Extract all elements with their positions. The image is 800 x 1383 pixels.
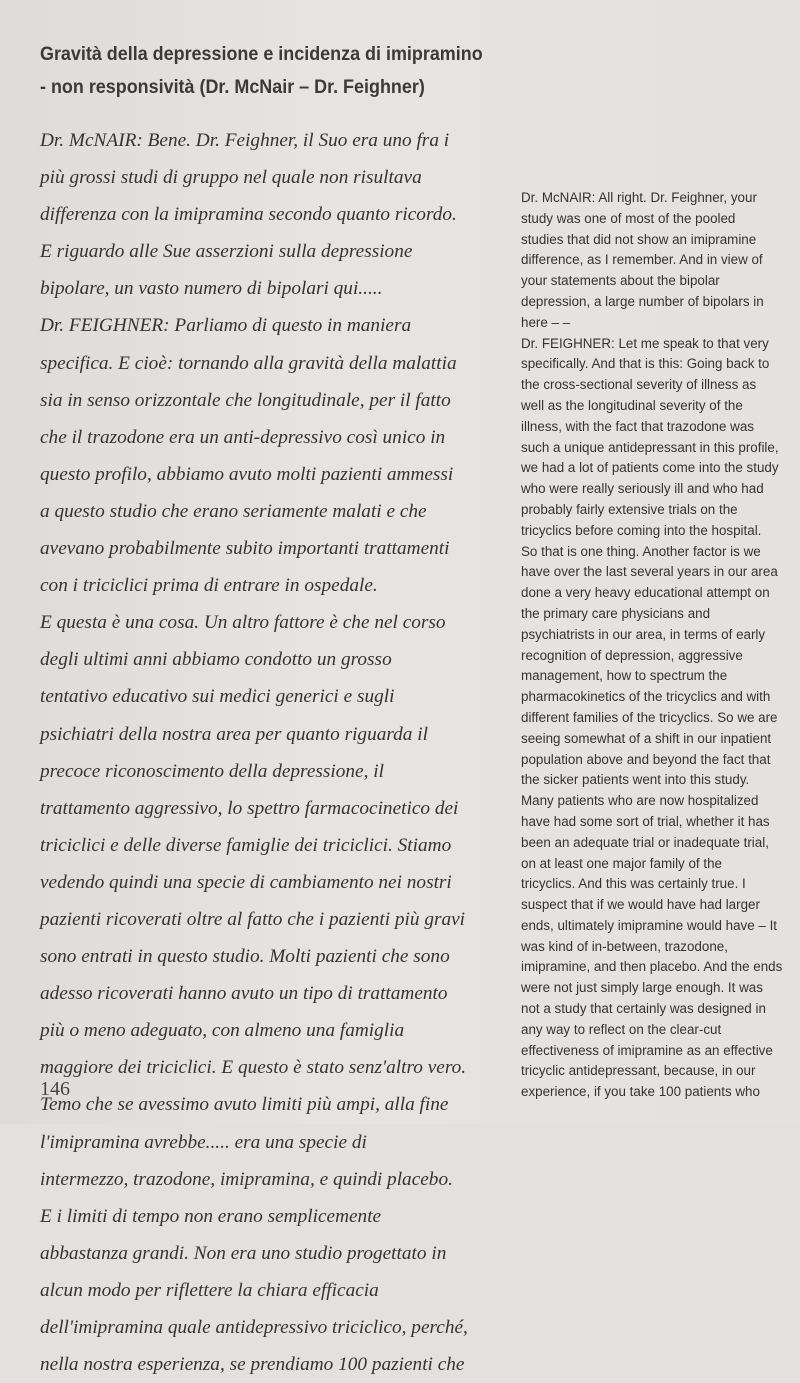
page-number: 146 [40,1078,70,1100]
english-text-line: who were really seriously ill and who had [521,481,764,497]
english-text-line: pharmacokinetics of the tricyclics and with [521,689,771,705]
italian-text-line: più o meno adeguato, con almeno una famiglia [40,1020,405,1042]
italian-text-line: tentativo educativo sui medici generici e sugli [40,686,395,708]
english-text-line: any way to reflect on the clear-cut [521,1021,722,1037]
italian-text-line: l'imipramina avrebbe..... era una specie di [40,1131,367,1153]
italian-text-line: con i triciclici prima di entrare in ospedale. [40,575,378,597]
english-text-line: population above and beyond the fact that [521,751,771,767]
english-text-line: been an adequate trial or inadequate trial, [521,834,769,850]
english-text-line: such a unique antidepressant in this profile, [521,439,779,455]
italian-text-line: intermezzo, trazodone, imipramina, e quindi placebo. [40,1168,453,1190]
italian-text-line: nella nostra esperienza, se prendiamo 100 pazienti che [40,1354,465,1376]
italian-text-line: triciclici e delle diverse famiglie dei triciclici. Stiamo [40,834,452,856]
italian-text-line: questo profilo, abbiamo avuto molti pazienti ammessi [40,463,454,485]
italian-text-line: precoce riconoscimento della depressione, il [40,760,384,782]
italian-text-line: dell'imipramina quale antidepressivo triciclico, perché, [40,1317,468,1338]
italian-text-line: Dr. McNAIR: Bene. Dr. Feighner, il Suo era uno fra i [40,130,450,151]
english-text-line: studies that did not show an imipramine [521,231,757,247]
english-text-line: Many patients who are now hospitalized [521,793,759,809]
italian-text-line: adesso ricoverati hanno avuto un tipo di trattamento [40,983,448,1005]
english-text-line: tricyclic antidepressant, because, in our [521,1063,756,1079]
english-text-line: suspect that if we would have had larger [521,897,760,913]
title-line-1: Gravità della depressione e incidenza di imipramino [40,43,483,65]
english-text-line: study was one of most of the pooled [521,210,736,226]
title-line-2: - non responsività (Dr. McNair – Dr. Feighner) [40,76,425,98]
english-text-line: the cross-sectional severity of illness as [521,377,757,393]
english-text-line: not a study that certainly was designed in [521,1001,766,1017]
english-text-line: seeing somewhat of a shift in our inpatient [521,730,772,746]
english-text-line: the sicker patients went into this study. [521,772,750,788]
english-text-line: was kind of in-between, trazodone, [521,938,728,954]
english-text-line: well as the longitudinal severity of the [521,397,743,413]
english-text-line: So that is one thing. Another factor is we [521,543,761,559]
english-text-line: tricyclics before coming into the hospital. [521,522,762,538]
italian-text-line: più grossi studi di gruppo nel quale non risultava [40,167,422,189]
italian-text-line: vedendo quindi una specie di cambiamento nei nostri [40,871,452,893]
english-text-line: management, how to spectrum the [521,668,728,684]
english-text-line: imipramine, and then placebo. And the ends [521,959,783,975]
english-text-line: ends, ultimately imipramine would have – It [521,917,778,933]
italian-text-line: pazienti ricoverati oltre al fatto che i pazienti più gravi [40,908,466,930]
english-text-line: psychiatrists in our area, in terms of early [521,626,766,642]
italian-text-line: E i limiti di tempo non erano semplicemente [40,1205,382,1227]
english-text-line: we had a lot of patients come into the study [521,460,779,476]
italian-text-line: sono entrati in questo studio. Molti pazienti che sono [40,946,450,968]
italian-text-line: E riguardo alle Sue asserzioni sulla depressione [40,241,413,263]
english-text-line: effectiveness of imipramine as an effective [521,1042,773,1058]
english-text-line: here – – [521,314,571,330]
italian-text-line: abbastanza grandi. Non era uno studio progettato in [40,1242,447,1264]
english-text-column [521,188,791,1103]
page-title [40,38,518,104]
english-text-line: tricyclics. And this was certainly true. I [521,876,746,892]
english-text-line: depression, a large number of bipolars in [521,293,764,309]
italian-text-line: Temo che se avessimo avuto limiti più ampi, alla fine [40,1094,449,1116]
english-text-line: have had some sort of trial, whether it has [521,813,770,829]
english-text-line: Dr. McNAIR: All right. Dr. Feighner, your [521,190,757,205]
italian-text-line: trattamento aggressivo, lo spettro farmacocinetico dei [40,797,459,819]
english-text-line: different families of the tricyclics. So we are [521,709,778,725]
english-text-line: specifically. And that is this: Going back to [521,356,770,372]
english-text-line: probably fairly extensive trials on the [521,501,738,517]
english-text-line: done a very heavy educational attempt on [521,585,770,601]
english-text-line: the primary care physicians and [521,605,711,621]
english-text-line: Dr. FEIGHNER: Let me speak to that very [521,335,769,351]
italian-text-line: che il trazodone era un anti-depressivo così unico in [40,426,446,448]
english-text-line: experience, if you take 100 patients who [521,1084,760,1100]
english-text-line: recognition of depression, aggressive [521,647,743,663]
italian-text-line: specifica. E cioè: tornando alla gravità della malattia [40,352,457,374]
english-text-line: your statements about the bipolar [521,273,720,289]
italian-text-line: avevano probabilmente subito importanti trattamenti [40,538,450,560]
italian-text-line: psichiatri della nostra area per quanto riguarda il [40,723,428,745]
italian-text-line: a questo studio che erano seriamente malati e che [40,500,427,522]
english-text-line: illness, with the fact that trazodone was [521,418,754,434]
english-text-line: were not just simply large enough. It was [521,980,763,996]
italian-text-line: maggiore dei triciclici. E questo è stato senz'altro vero. [40,1057,467,1079]
italian-text-line: Dr. FEIGHNER: Parliamo di questo in maniera [40,315,412,337]
italian-text-line: sia in senso orizzontale che longitudinale, per il fatto [40,389,451,411]
italian-text-line: degli ultimi anni abbiamo condotto un grosso [40,649,392,671]
english-text-line: difference, as I remember. And in view of [521,252,763,268]
italian-text-line: differenza con la imipramina secondo quanto ricordo. [40,204,457,226]
italian-text-line: alcun modo per riflettere la chiara efficacia [40,1279,379,1301]
english-text-line: have over the last several years in our area [521,564,778,580]
italian-text-line: bipolare, un vasto numero di bipolari qui..... [40,278,383,300]
english-text-line: on at least one major family of the [521,855,722,871]
italian-text-column [40,122,510,1383]
italian-text-line: E questa è una cosa. Un altro fattore è che nel corso [40,612,446,634]
